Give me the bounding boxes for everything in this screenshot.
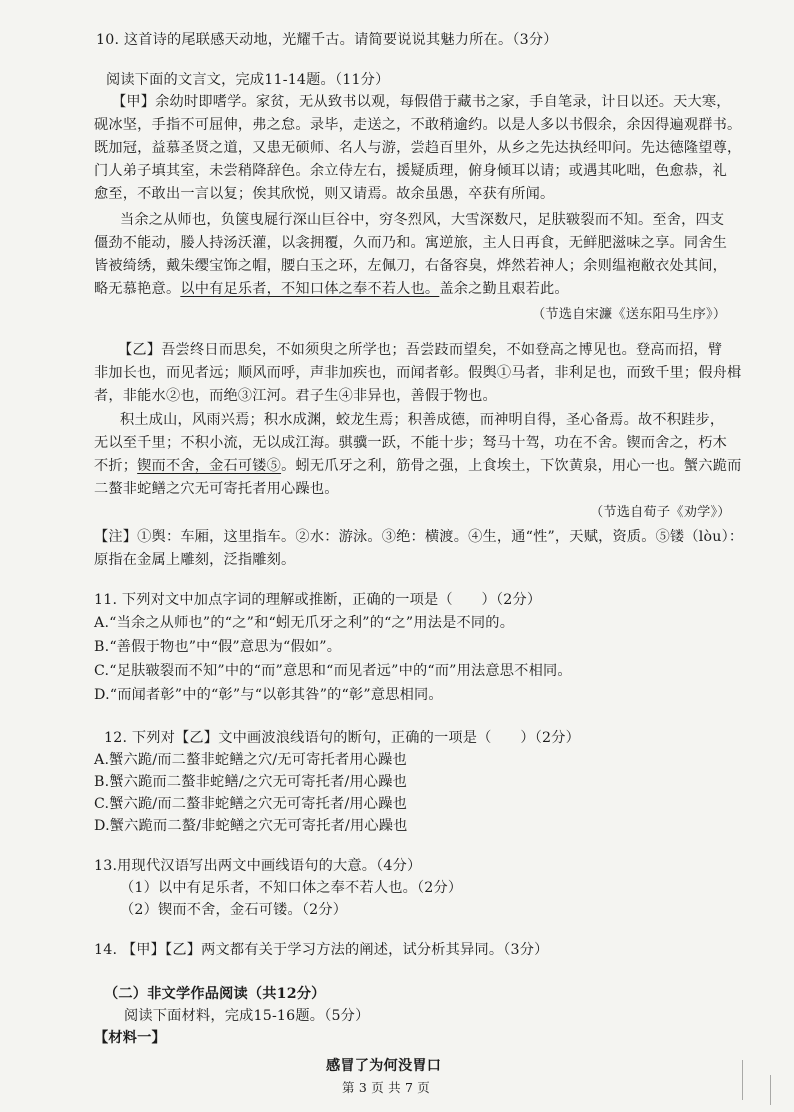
question-11-option: D.“而闻者彰”中的“彰”与“以彰其咎”的“彰”意思相同。 xyxy=(94,687,443,703)
annotation-line: 【注】①舆：车厢，这里指车。②水：游泳。③绝：横渡。④生，通“性”，天赋，资质。⑤镂（lòu）： xyxy=(94,529,744,545)
jia-text: 盖余之勤且艰若此。 xyxy=(439,281,569,297)
yi-line xyxy=(94,456,741,476)
question-13-stem: 13.用现代汉语写出两文中画线语句的大意。（4分） xyxy=(94,858,422,874)
jia-source: （节选自宋濂《送东阳马生序》） xyxy=(532,307,727,322)
yi-line: 二螯非蛇鳝之穴无可寄托者用心躁也。 xyxy=(94,481,339,497)
jia-line xyxy=(94,279,569,299)
scan-mark xyxy=(742,1060,743,1100)
question-13-item: （2）锲而不舍，金石可镂。（2分） xyxy=(120,902,348,918)
material-1-label: 【材料一】 xyxy=(94,1030,166,1046)
yi-line: 者，非能水②也，而绝③江河。君子生④非异也，善假于物也。 xyxy=(94,388,497,404)
question-12-option: B.蟹六跪而二螯非蛇鳝/之穴无可寄托者/用心躁也 xyxy=(94,774,408,790)
annotation-line: 原指在金属上雕刻，泛指雕刻。 xyxy=(94,552,296,568)
yi-line: 【乙】吾尝终日而思矣，不如须臾之所学也；吾尝跂而望矣，不如登高之博见也。登高而招，臂 xyxy=(118,342,723,358)
jia-line: 门人弟子填其室，未尝稍降辞色。余立侍左右，援疑质理，俯身倾耳以请；或遇其叱咄，色愈恭，礼 xyxy=(94,163,728,179)
jia-line: 【甲】余幼时即嗜学。家贫，无从致书以观，每假借于藏书之家，手自笔录，计日以还。天大寒， xyxy=(112,94,731,110)
yi-text: 。蚓无爪牙之利，筋骨之强，上食埃土，下饮黄泉，用心一也。蟹六跪而 xyxy=(281,458,742,474)
jia-line: 既加冠，益慕圣贤之道，又患无硕师、名人与游，尝趋百里外，从乡之先达执经叩问。先达德隆望尊， xyxy=(94,140,742,156)
question-13-item: （1）以中有足乐者，不知口体之奉不若人也。（2分） xyxy=(120,880,463,896)
page-number: 第 3 页 共 7 页 xyxy=(342,1080,430,1095)
jia-underlined-sentence: 以中有足乐者，不知口体之奉不若人也。 xyxy=(180,281,440,297)
question-12-option: A.蟹六跪/而二螯非蛇鳝之穴/无可寄托者用心躁也 xyxy=(94,752,407,768)
question-14: 14. 【甲】【乙】两文都有关于学习方法的阐述，试分析其异同。（3分） xyxy=(94,942,549,958)
scan-mark xyxy=(770,1075,771,1105)
yi-line: 无以至千里；不积小流，无以成江海。骐骥一跃，不能十步；驽马十驾，功在不舍。锲而舍之，朽木 xyxy=(94,435,728,451)
yi-line: 非加长也，而见者远；顺风而呼，声非加疾也，而闻者彰。假舆①马者，非利足也，而致千里；假舟楫 xyxy=(94,365,742,381)
jia-line: 砚冰坚，手指不可屈伸，弗之怠。录毕，走送之，不敢稍逾约。以是人多以书假余，余因得遍观群书。 xyxy=(94,117,742,133)
yi-underlined-sentence: 锲而不舍，金石可镂⑤ xyxy=(137,458,282,474)
question-10: 10. 这首诗的尾联感天动地，光耀千古。请简要说说其魅力所在。（3分） xyxy=(96,32,558,48)
yi-source: （节选自荀子《劝学》） xyxy=(590,505,731,520)
jia-text: 略无慕艳意。 xyxy=(94,281,181,297)
article-title: 感冒了为何没胃口 xyxy=(326,1058,442,1074)
question-11-option: A.“当余之从师也”的“之”和“蚓无爪牙之利”的“之”用法是不同的。 xyxy=(94,615,515,631)
reading-instructions: 阅读下面的文言文，完成11-14题。（11分） xyxy=(106,72,390,88)
jia-line: 当余之从师也，负箧曳屣行深山巨谷中，穷冬烈风，大雪深数尺，足肤皲裂而不知。至舍，四支 xyxy=(120,212,725,228)
jia-line: 皆被绮绣，戴朱缨宝饰之帽，腰白玉之环，左佩刀，右备容臭，烨然若神人；余则缊袍敝衣处其间， xyxy=(94,258,728,274)
jia-line: 僵劲不能动，媵人持汤沃灌，以衾拥覆，久而乃和。寓逆旅，主人日再食，无鲜肥滋味之享。同舍生 xyxy=(94,235,728,251)
question-11-option: C.“足肤皲裂而不知”中的“而”意思和“而见者远”中的“而”用法意思不相同。 xyxy=(94,663,572,679)
question-12-option: C.蟹六跪/而二螯非蛇鳝之穴无可寄托者/用心躁也 xyxy=(94,796,407,812)
question-11-stem: 11. 下列对文中加点字词的理解或推断，正确的一项是（ ）（2分） xyxy=(94,592,542,608)
yi-text: 不折； xyxy=(94,458,138,474)
section-2-title: （二）非文学作品阅读（共12分） xyxy=(104,986,326,1002)
jia-line: 愈至，不敢出一言以复；俟其欣悦，则又请焉。故余虽愚，卒获有所闻。 xyxy=(94,186,555,202)
question-11-option: B.“善假于物也”中“假”意思为“假如”。 xyxy=(94,639,342,655)
section-2-instructions: 阅读下面材料，完成15-16题。（5分） xyxy=(124,1008,370,1024)
question-12-option: D.蟹六跪而二螯/非蛇鳝之穴无可寄托者/用心躁也 xyxy=(94,818,408,834)
question-12-stem: 12. 下列对【乙】文中画波浪线语句的断句，正确的一项是（ ）（2分） xyxy=(104,730,581,746)
yi-line: 积土成山，风雨兴焉；积水成渊，蛟龙生焉；积善成德，而神明自得，圣心备焉。故不积跬步， xyxy=(120,412,725,428)
